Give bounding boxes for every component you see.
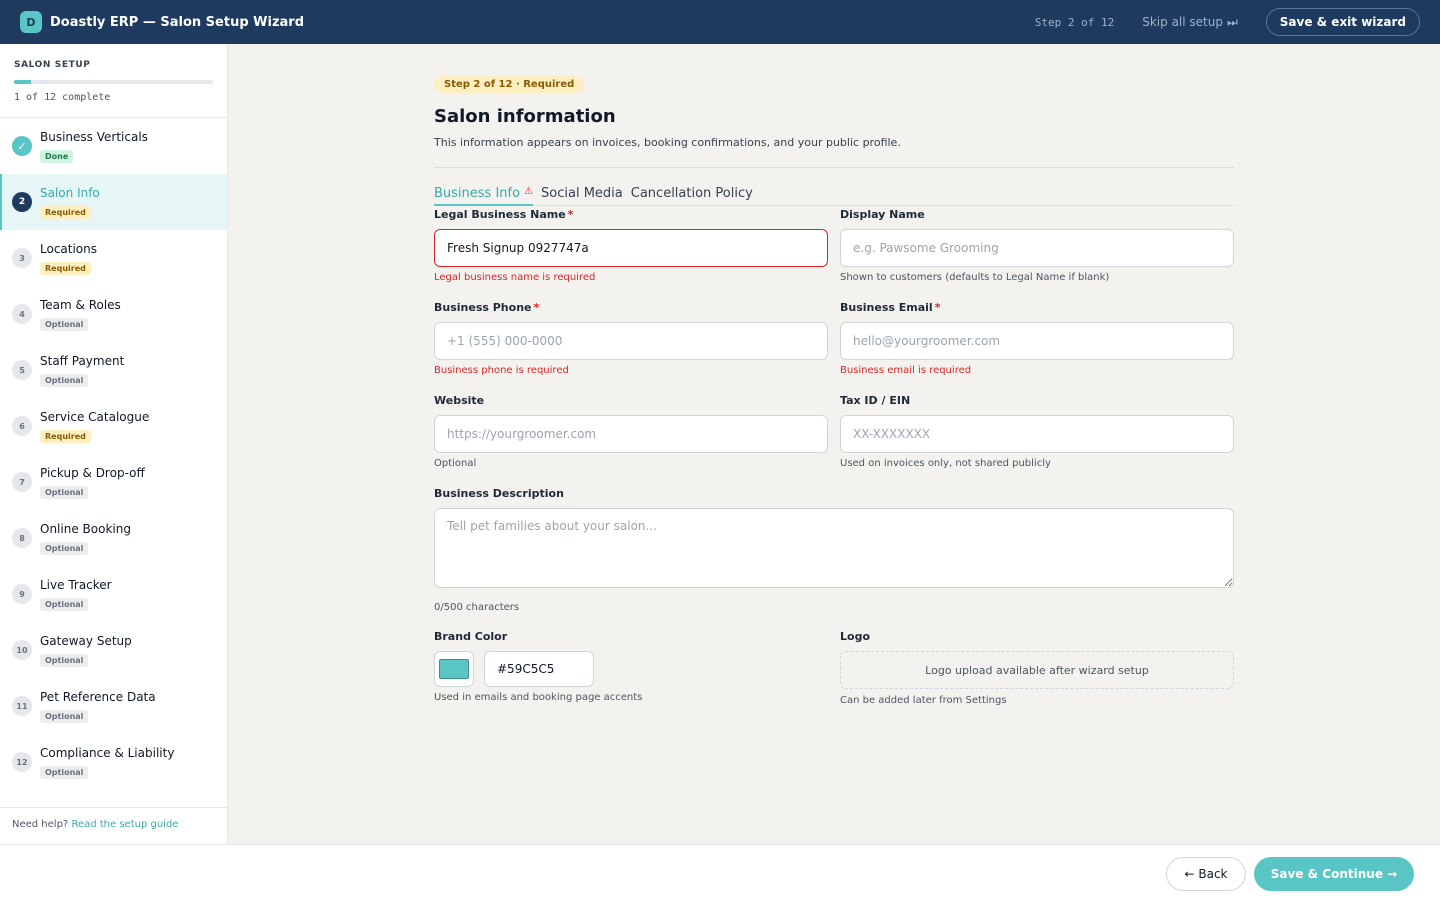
step-badge: Step 2 of 12 · Required [434, 76, 584, 93]
sidebar-item-staff-payment[interactable] [0, 342, 227, 398]
status-badge: Optional [40, 710, 88, 723]
sidebar-footer [0, 807, 227, 844]
sidebar-item-label: Team & Roles [40, 297, 121, 312]
sidebar-item-live-tracker[interactable] [0, 566, 227, 622]
steps-list [0, 118, 227, 790]
website-label: Website [434, 394, 485, 407]
required-marker: * [567, 208, 574, 221]
email-error: Business email is required [840, 365, 972, 376]
app-logo: D [20, 11, 42, 33]
step-number: 5 [12, 360, 32, 380]
legal-name-label: Legal Business Name [434, 208, 566, 221]
description-textarea[interactable] [434, 508, 1234, 588]
email-label: Business Email [840, 301, 933, 314]
status-badge: Required [40, 262, 91, 275]
description-label: Business Description [434, 487, 564, 500]
status-badge: Optional [40, 318, 88, 331]
email-group [840, 301, 1234, 376]
color-swatch-preview [439, 659, 469, 679]
phone-group [434, 301, 828, 376]
logo-group [840, 630, 1234, 706]
skip-label: Skip all setup [1142, 15, 1223, 29]
legal-name-error: Legal business name is required [434, 272, 596, 283]
logo-label: Logo [840, 630, 870, 643]
tax-id-label: Tax ID / EIN [840, 394, 911, 407]
sidebar-item-label: Business Verticals [40, 129, 148, 144]
brand-color-group [434, 630, 828, 703]
status-badge: Optional [40, 374, 88, 387]
skip-all-setup-link[interactable] [1142, 15, 1238, 30]
status-badge: Optional [40, 766, 88, 779]
tab-label: Business Info [434, 186, 521, 201]
status-badge: Optional [40, 542, 88, 555]
display-name-label: Display Name [840, 208, 925, 221]
step-number: 6 [12, 416, 32, 436]
phone-label: Business Phone [434, 301, 532, 314]
step-number: 3 [12, 248, 32, 268]
sidebar-item-pet-reference-data[interactable] [0, 678, 227, 734]
step-number: 2 [12, 192, 32, 212]
tab-social-media[interactable]: Social Media [541, 186, 623, 201]
sidebar-item-business-verticals[interactable] [0, 118, 227, 174]
tax-id-group [840, 394, 1234, 469]
page-subtitle: This information appears on invoices, booking confirmations, and your public profile. [434, 136, 901, 149]
legal-name-input[interactable] [434, 229, 828, 267]
status-badge: Optional [40, 486, 88, 499]
phone-input[interactable] [434, 322, 828, 360]
sidebar-item-label: Gateway Setup [40, 633, 132, 648]
required-marker: * [533, 301, 540, 314]
sidebar-item-label: Salon Info [40, 185, 100, 200]
sidebar-heading: SALON SETUP [14, 60, 91, 70]
app-title: Doastly ERP — Salon Setup Wizard [50, 14, 305, 30]
brand-color-input[interactable] [484, 651, 594, 687]
check-icon: ✓ [12, 136, 32, 156]
logo-help: Can be added later from Settings [840, 695, 1007, 706]
legal-name-group [434, 208, 828, 283]
sidebar-item-gateway-setup[interactable] [0, 622, 227, 678]
page-title: Salon information [434, 106, 616, 127]
display-name-group [840, 208, 1234, 283]
step-counter: Step 2 of 12 [1034, 15, 1115, 29]
sidebar-item-salon-info[interactable] [0, 174, 227, 230]
logo-upload-placeholder: Logo upload available after wizard setup [840, 651, 1234, 689]
sidebar-item-online-booking[interactable] [0, 510, 227, 566]
sidebar-item-label: Compliance & Liability [40, 745, 175, 760]
required-marker: * [934, 301, 941, 314]
status-badge: Optional [40, 654, 88, 667]
fast-forward-icon: ⏭ [1226, 14, 1238, 29]
status-badge: Required [40, 430, 91, 443]
display-name-help: Shown to customers (defaults to Legal Name if blank) [840, 272, 1110, 283]
website-group [434, 394, 828, 469]
tab-bar [434, 186, 1234, 206]
sidebar-item-locations[interactable] [0, 230, 227, 286]
sidebar [0, 44, 228, 844]
sidebar-item-team-roles[interactable] [0, 286, 227, 342]
phone-error: Business phone is required [434, 365, 569, 376]
sidebar-item-label: Online Booking [40, 521, 131, 536]
sidebar-item-compliance-liability[interactable] [0, 734, 227, 790]
status-badge: Required [40, 206, 91, 219]
step-number: 8 [12, 528, 32, 548]
color-swatch-button[interactable] [434, 651, 474, 687]
help-text: Need help? [12, 819, 69, 830]
brand-color-controls [434, 651, 828, 687]
email-input[interactable] [840, 322, 1234, 360]
character-counter: 0/500 characters [434, 602, 520, 613]
tax-id-input[interactable] [840, 415, 1234, 453]
website-help: Optional [434, 458, 477, 469]
step-number: 12 [12, 752, 32, 772]
bottom-action-bar [0, 844, 1440, 900]
sidebar-item-label: Live Tracker [40, 577, 112, 592]
sidebar-item-service-catalogue[interactable] [0, 398, 227, 454]
sidebar-item-label: Service Catalogue [40, 409, 150, 424]
step-number: 11 [12, 696, 32, 716]
sidebar-header [0, 44, 227, 118]
step-number: 9 [12, 584, 32, 604]
progress-bar [14, 80, 213, 84]
step-number: 7 [12, 472, 32, 492]
top-bar [0, 0, 1440, 44]
step-number: 10 [12, 640, 32, 660]
warning-icon: ⚠ [524, 186, 534, 197]
description-group [434, 487, 1234, 613]
save-exit-button[interactable]: Save & exit wizard [1266, 8, 1420, 36]
brand-color-label: Brand Color [434, 630, 508, 643]
divider [434, 167, 1234, 168]
step-number: 4 [12, 304, 32, 324]
brand-color-help: Used in emails and booking page accents [434, 692, 643, 703]
tab-business-info[interactable] [434, 186, 533, 206]
sidebar-item-label: Pet Reference Data [40, 689, 156, 704]
sidebar-item-label: Locations [40, 241, 98, 256]
setup-guide-link[interactable]: Read the setup guide [71, 819, 179, 830]
sidebar-item-pickup-dropoff[interactable] [0, 454, 227, 510]
display-name-input[interactable] [840, 229, 1234, 267]
status-badge: Optional [40, 598, 88, 611]
sidebar-item-label: Pickup & Drop-off [40, 465, 145, 480]
status-badge: Done [40, 150, 73, 163]
sidebar-item-label: Staff Payment [40, 353, 125, 368]
top-bar-actions [1035, 8, 1420, 36]
save-continue-button[interactable]: Save & Continue → [1254, 857, 1414, 891]
progress-text: 1 of 12 complete [14, 92, 111, 103]
progress-bar-fill [14, 80, 31, 84]
tab-cancellation-policy[interactable]: Cancellation Policy [630, 186, 753, 201]
website-input[interactable] [434, 415, 828, 453]
tax-id-help: Used on invoices only, not shared publicly [840, 458, 1051, 469]
back-button[interactable]: ← Back [1166, 857, 1246, 891]
